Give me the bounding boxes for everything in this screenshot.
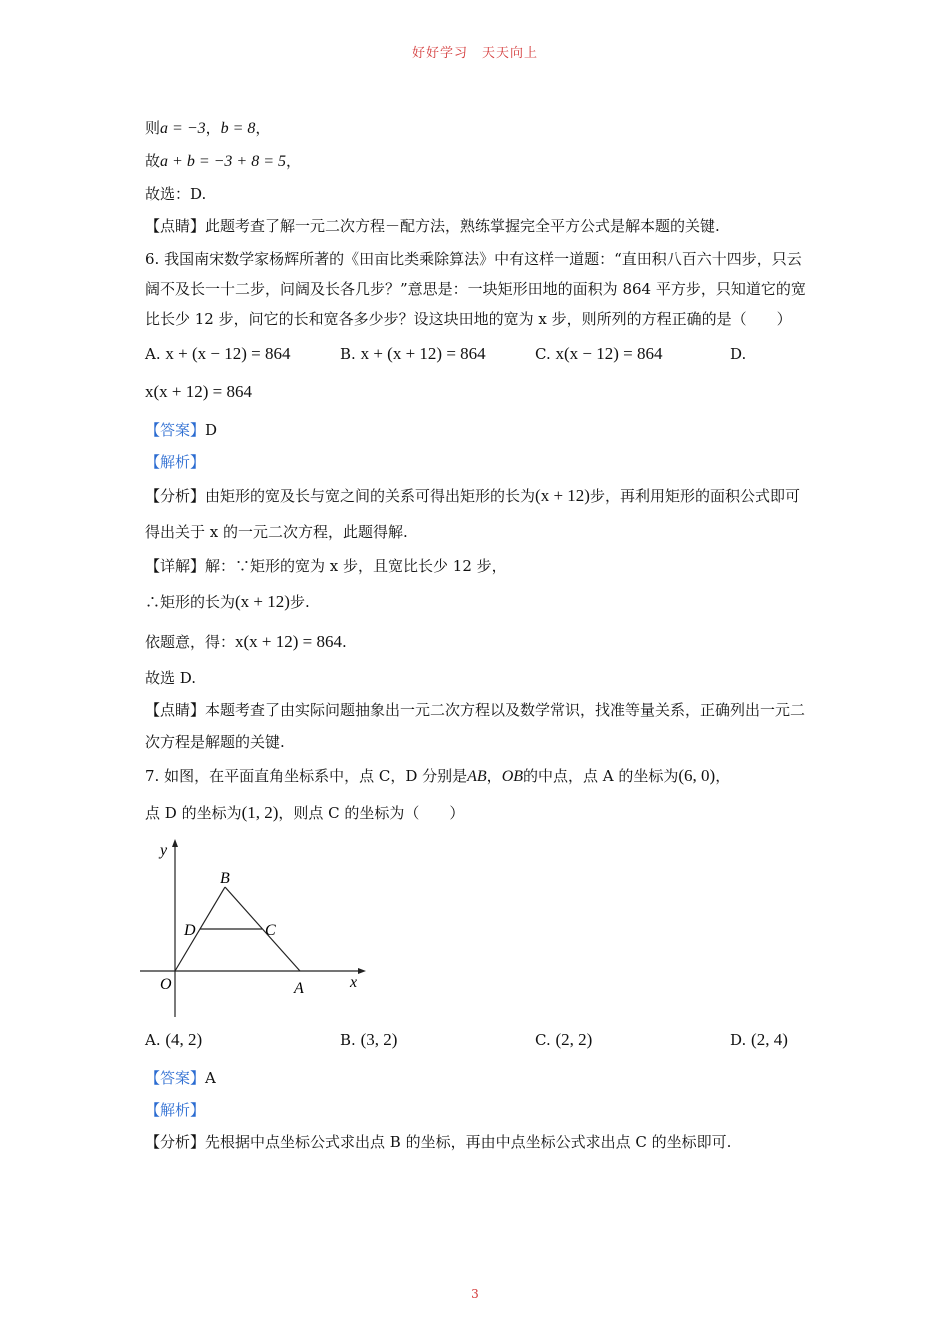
text: 的中点，点 A 的坐标为 (523, 767, 679, 785)
q7-answer (145, 1062, 810, 1094)
q6-option-d-label: D. (730, 345, 747, 363)
q6-jiexi: 【解析】 (145, 453, 206, 471)
label: B. (340, 345, 356, 363)
text: ∴矩形的长为 (145, 593, 236, 611)
label: C. (535, 1031, 551, 1049)
text: ， (286, 152, 302, 170)
tag: 【分析】 (145, 487, 206, 505)
q6-option-a (145, 338, 340, 370)
text: 则 (145, 119, 161, 137)
line-a-b (145, 112, 810, 145)
text: 由矩形的宽及长与宽之间的关系可得出矩形的长为 (205, 487, 536, 505)
q7-stem-2 (145, 795, 810, 831)
q7-option-d (730, 1024, 788, 1056)
line-sum (145, 145, 810, 178)
page-header: 好好学习 天天向上 (411, 46, 538, 61)
label: C. (535, 345, 551, 363)
q6-stem: 6. 我国南宋数学家杨辉所著的《田亩比类乘除算法》中有这样一道题：“直田积八百六十四步，只云阔不及长一十二步，问阔及长各几步？”意思是：一块矩形田地的面积为 864 平方步，只知道它的宽比长少 12 步，问它的长和宽各多少步？设这块田地的宽为 x 步，则所列的方程正确的是（ ） (145, 250, 806, 328)
q6-option-c (535, 338, 730, 370)
text: 点 D 的坐标为 (145, 804, 242, 822)
math-sum: a + b = −3 + 8 = 5 (160, 153, 286, 170)
text: ， (715, 767, 731, 785)
q6-xiangjie-3 (145, 622, 810, 662)
math: x(x + 12) = 864 (235, 632, 343, 651)
tag: 【分析】 (145, 1133, 206, 1151)
page-number: 3 (471, 1287, 479, 1301)
text: 依题意，得： (145, 633, 236, 651)
label-o: O (160, 976, 172, 993)
text: 本题考查了由实际问题抽象出一元二次方程以及数学常识，找准等量关系，正确列出一元二次方程是解题的关键. (145, 701, 806, 751)
label: D. (730, 1031, 747, 1049)
math: OB (501, 768, 524, 785)
label-c: C (265, 922, 276, 939)
y-axis-arrow (172, 839, 178, 847)
text: 故 (145, 152, 161, 170)
label: A. (145, 345, 161, 363)
math: x + (x − 12) = 864 (165, 344, 291, 363)
label-d: D (184, 922, 196, 939)
text: ， (486, 767, 502, 785)
text: . (342, 633, 347, 651)
q6-xiangjie-2 (145, 582, 810, 622)
q7-option-b (340, 1024, 535, 1056)
q6-xiangjie-4: 故选 D. (145, 669, 197, 687)
q7-fenxi (145, 1126, 810, 1158)
text: 此题考查了解一元二次方程－配方法，熟练掌握完全平方公式是解本题的关键. (205, 217, 720, 235)
math-a: a = −3 (160, 120, 206, 137)
label: B. (340, 1031, 356, 1049)
tag: 【详解】 (145, 557, 206, 575)
label: A. (145, 1031, 161, 1049)
q7-option-a (145, 1024, 340, 1056)
answer-tag: 【答案】 (145, 1069, 206, 1087)
text: 步，再利用矩形的面积公式即可得出关于 x 的一元二次方程，此题得解. (145, 487, 800, 541)
q6-option-b (340, 338, 535, 370)
figure-svg (140, 835, 380, 1020)
text: 7. 如图，在平面直角坐标系中，点 C，D 分别是 (145, 767, 468, 785)
math: (3, 2) (360, 1030, 398, 1049)
label-a: A (294, 980, 304, 997)
text: 解：∵矩形的宽为 x 步，且宽比长少 12 步， (205, 557, 507, 575)
q6-options (145, 338, 810, 376)
q7-options (145, 1024, 810, 1062)
q7-option-c (535, 1024, 730, 1056)
text: ， (255, 119, 271, 137)
math: AB (467, 768, 487, 785)
math: (x + 12) (535, 486, 590, 505)
tag: 【点睛】 (145, 701, 206, 719)
math: x(x + 12) = 864 (145, 382, 252, 401)
coordinate-figure (140, 835, 380, 1020)
math: x(x − 12) = 864 (555, 344, 663, 363)
text: ，则点 C 的坐标为（ ） (278, 804, 465, 822)
line-dianjing-5 (145, 210, 810, 242)
tag: 【点睛】 (145, 217, 206, 235)
math: (1, 2) (241, 803, 279, 822)
math: (2, 4) (751, 1030, 788, 1049)
math-b: b = 8 (220, 120, 256, 137)
q6-xiangjie-1 (145, 550, 810, 582)
x-axis-arrow (358, 968, 366, 974)
math: x + (x + 12) = 864 (360, 344, 486, 363)
label-y: y (160, 842, 168, 859)
text: ， (205, 119, 221, 137)
document-body (145, 112, 810, 1158)
q6-option-d (145, 376, 810, 414)
line-choice: 故选：D. (145, 185, 207, 203)
label-b: B (220, 870, 230, 887)
q7-stem-1 (145, 758, 810, 795)
math: (x + 12) (235, 592, 290, 611)
label-x: x (350, 974, 358, 991)
math: (2, 2) (555, 1030, 593, 1049)
answer: A (205, 1069, 216, 1087)
q6-fenxi (145, 478, 810, 550)
answer: D (205, 421, 218, 439)
text: 先根据中点坐标公式求出点 B 的坐标，再由中点坐标公式求出点 C 的坐标即可. (205, 1133, 732, 1151)
math: (4, 2) (165, 1030, 203, 1049)
q6-dianjing (145, 694, 810, 758)
q7-jiexi: 【解析】 (145, 1101, 206, 1119)
math: (6, 0) (678, 766, 716, 785)
answer-tag: 【答案】 (145, 421, 206, 439)
q6-answer (145, 414, 810, 446)
text: 步. (289, 593, 310, 611)
